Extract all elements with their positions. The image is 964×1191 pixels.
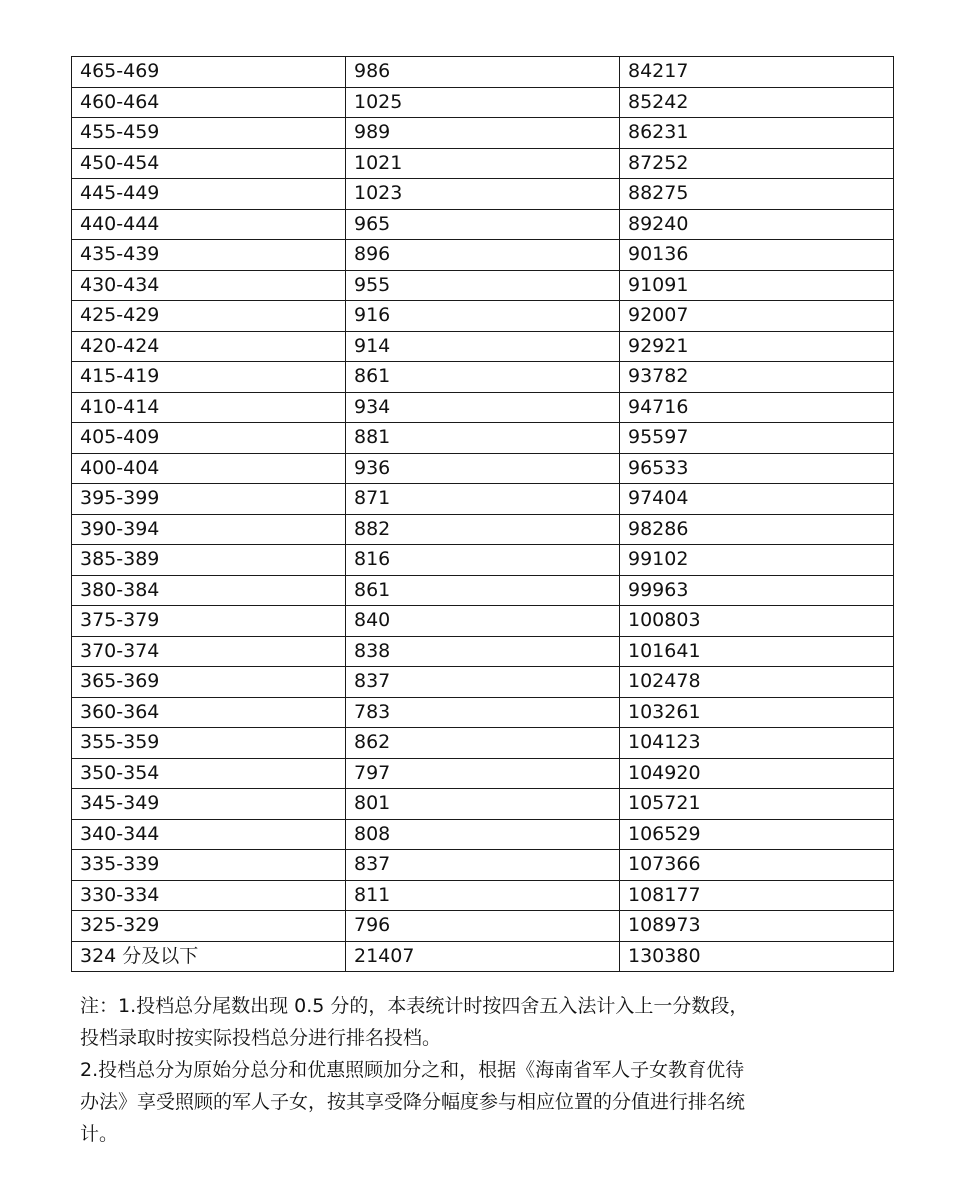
count-cell: 934	[346, 392, 620, 423]
cumulative-cell: 107366	[620, 850, 894, 881]
score-range-cell: 335-339	[72, 850, 346, 881]
table-row	[72, 57, 894, 88]
count-cell: 1025	[346, 87, 620, 118]
note-1-line-1: 注：1.投档总分尾数出现 0.5 分的，本表统计时按四舍五入法计入上一分数段，	[80, 995, 749, 1017]
note-2-line-2: 办法》享受照顾的军人子女，按其享受降分幅度参与相应位置的分值进行排名统	[80, 1091, 746, 1113]
score-range-cell: 385-389	[72, 545, 346, 576]
table-row	[72, 697, 894, 728]
table-row	[72, 667, 894, 698]
score-range-cell: 445-449	[72, 179, 346, 210]
count-cell: 1021	[346, 148, 620, 179]
score-range-cell: 425-429	[72, 301, 346, 332]
score-range-cell: 370-374	[72, 636, 346, 667]
count-cell: 881	[346, 423, 620, 454]
cumulative-cell: 89240	[620, 209, 894, 240]
cumulative-cell: 86231	[620, 118, 894, 149]
table-row	[72, 392, 894, 423]
cumulative-cell: 101641	[620, 636, 894, 667]
count-cell: 811	[346, 880, 620, 911]
cumulative-cell: 90136	[620, 240, 894, 271]
count-cell: 955	[346, 270, 620, 301]
cumulative-cell: 108973	[620, 911, 894, 942]
count-cell: 808	[346, 819, 620, 850]
table-row	[72, 179, 894, 210]
count-cell: 861	[346, 575, 620, 606]
cumulative-cell: 108177	[620, 880, 894, 911]
cumulative-cell: 95597	[620, 423, 894, 454]
cumulative-cell: 97404	[620, 484, 894, 515]
score-range-cell: 345-349	[72, 789, 346, 820]
table-row	[72, 270, 894, 301]
table-row	[72, 789, 894, 820]
score-range-cell: 360-364	[72, 697, 346, 728]
cumulative-cell: 85242	[620, 87, 894, 118]
count-cell: 871	[346, 484, 620, 515]
cumulative-cell: 104920	[620, 758, 894, 789]
count-cell: 916	[346, 301, 620, 332]
score-range-cell: 355-359	[72, 728, 346, 759]
cumulative-cell: 87252	[620, 148, 894, 179]
table-row	[72, 758, 894, 789]
table-row	[72, 87, 894, 118]
cumulative-cell: 106529	[620, 819, 894, 850]
score-range-cell: 435-439	[72, 240, 346, 271]
cumulative-cell: 88275	[620, 179, 894, 210]
score-range-cell: 395-399	[72, 484, 346, 515]
score-range-cell: 415-419	[72, 362, 346, 393]
score-range-cell: 350-354	[72, 758, 346, 789]
cumulative-cell: 130380	[620, 941, 894, 972]
table-row	[72, 911, 894, 942]
note-2-line-1: 2.投档总分为原始分总分和优惠照顾加分之和，根据《海南省军人子女教育优待	[80, 1059, 745, 1081]
table-body	[72, 57, 894, 972]
table-row	[72, 941, 894, 972]
score-distribution-table	[71, 56, 894, 972]
table-row	[72, 362, 894, 393]
count-cell: 837	[346, 667, 620, 698]
cumulative-cell: 105721	[620, 789, 894, 820]
table-row	[72, 453, 894, 484]
table-row	[72, 606, 894, 637]
score-range-cell: 375-379	[72, 606, 346, 637]
cumulative-cell: 104123	[620, 728, 894, 759]
score-range-cell: 340-344	[72, 819, 346, 850]
count-cell: 862	[346, 728, 620, 759]
table-row	[72, 636, 894, 667]
notes-section	[80, 990, 910, 1150]
score-range-cell: 325-329	[72, 911, 346, 942]
note-1-line-2: 投档录取时按实际投档总分进行排名投档。	[80, 1027, 442, 1049]
score-range-cell: 390-394	[72, 514, 346, 545]
count-cell: 1023	[346, 179, 620, 210]
count-cell: 896	[346, 240, 620, 271]
table-row	[72, 545, 894, 576]
score-range-cell: 460-464	[72, 87, 346, 118]
cumulative-cell: 98286	[620, 514, 894, 545]
cumulative-cell: 92921	[620, 331, 894, 362]
score-range-cell: 465-469	[72, 57, 346, 88]
count-cell: 783	[346, 697, 620, 728]
score-range-cell: 455-459	[72, 118, 346, 149]
cumulative-cell: 96533	[620, 453, 894, 484]
cumulative-cell: 94716	[620, 392, 894, 423]
score-range-cell: 405-409	[72, 423, 346, 454]
cumulative-cell: 99102	[620, 545, 894, 576]
score-range-cell: 440-444	[72, 209, 346, 240]
cumulative-cell: 92007	[620, 301, 894, 332]
score-range-cell: 400-404	[72, 453, 346, 484]
table-row	[72, 331, 894, 362]
count-cell: 21407	[346, 941, 620, 972]
score-range-cell: 365-369	[72, 667, 346, 698]
table-row	[72, 209, 894, 240]
table-row	[72, 240, 894, 271]
count-cell: 840	[346, 606, 620, 637]
count-cell: 986	[346, 57, 620, 88]
cumulative-cell: 93782	[620, 362, 894, 393]
table-row	[72, 850, 894, 881]
score-range-cell: 324 分及以下	[72, 941, 346, 972]
count-cell: 965	[346, 209, 620, 240]
cumulative-cell: 100803	[620, 606, 894, 637]
table-row	[72, 423, 894, 454]
count-cell: 797	[346, 758, 620, 789]
score-range-cell: 330-334	[72, 880, 346, 911]
score-range-cell: 410-414	[72, 392, 346, 423]
count-cell: 882	[346, 514, 620, 545]
count-cell: 936	[346, 453, 620, 484]
table-row	[72, 819, 894, 850]
count-cell: 816	[346, 545, 620, 576]
cumulative-cell: 84217	[620, 57, 894, 88]
count-cell: 796	[346, 911, 620, 942]
score-range-cell: 420-424	[72, 331, 346, 362]
count-cell: 801	[346, 789, 620, 820]
count-cell: 989	[346, 118, 620, 149]
count-cell: 914	[346, 331, 620, 362]
cumulative-cell: 99963	[620, 575, 894, 606]
table-row	[72, 484, 894, 515]
score-range-cell: 380-384	[72, 575, 346, 606]
cumulative-cell: 102478	[620, 667, 894, 698]
cumulative-cell: 91091	[620, 270, 894, 301]
table-row	[72, 880, 894, 911]
table-row	[72, 575, 894, 606]
table-row	[72, 514, 894, 545]
table-row	[72, 728, 894, 759]
table-row	[72, 118, 894, 149]
count-cell: 838	[346, 636, 620, 667]
cumulative-cell: 103261	[620, 697, 894, 728]
note-2-line-3: 计。	[80, 1123, 119, 1145]
count-cell: 861	[346, 362, 620, 393]
table-row	[72, 148, 894, 179]
table-row	[72, 301, 894, 332]
score-range-cell: 430-434	[72, 270, 346, 301]
count-cell: 837	[346, 850, 620, 881]
score-range-cell: 450-454	[72, 148, 346, 179]
